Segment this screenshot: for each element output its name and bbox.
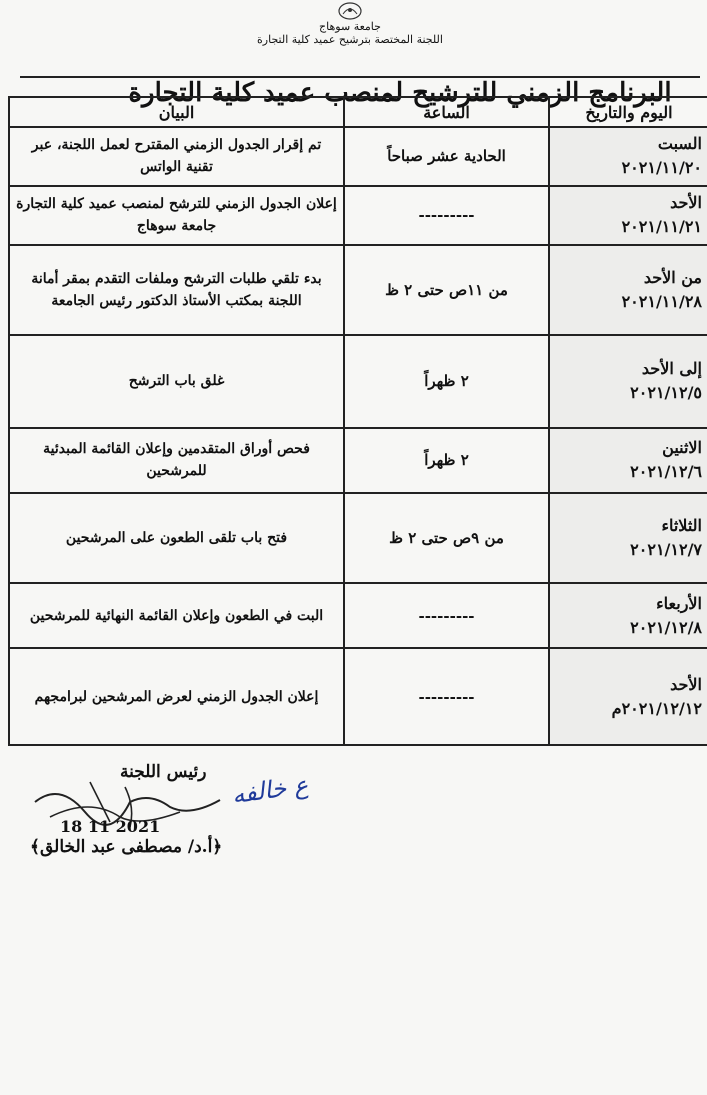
cell-day-date [549, 186, 707, 245]
letterhead-university: جامعة سوهاج [319, 20, 381, 33]
cell-time: من ٩ص حتى ٢ ظ [344, 493, 549, 583]
signature-name: ﴿أ.د/ مصطفى عبد الخالق﴾ [30, 837, 223, 857]
cell-time: --------- [344, 648, 549, 745]
cell-time: ٢ ظهراً [344, 335, 549, 427]
table-row [9, 186, 707, 245]
schedule-table [8, 96, 707, 746]
signature-title: رئيس اللجنة [120, 762, 207, 782]
cell-description: تم إقرار الجدول الزمني المقترح لعمل اللجنة، عبر تقنية الواتس [9, 127, 344, 186]
day-name: من الأحد [643, 267, 702, 287]
table-row [9, 127, 707, 186]
day-date: ٢٠٢١/١٢/٨ [630, 617, 702, 637]
letterhead [200, 2, 500, 46]
table-header-row [9, 97, 707, 127]
cell-day-date [549, 493, 707, 583]
cell-description: إعلان الجدول الزمني لعرض المرشحين لبرامجهم [9, 648, 344, 745]
cell-day-date [549, 428, 707, 493]
signature-date: 18 11 2021 [60, 817, 161, 836]
day-name: الثلاثاء [661, 515, 702, 535]
document-title: البرنامج الزمني للترشيح لمنصب عميد كلية التجارة [128, 78, 672, 108]
handwritten-note-text: ع خالفه [230, 770, 310, 810]
cell-description: البت في الطعون وإعلان القائمة النهائية للمرشحين [9, 583, 344, 648]
cell-description: فتح باب تلقى الطعون على المرشحين [9, 493, 344, 583]
day-name: الأحد [670, 193, 702, 213]
cell-time: ٢ ظهراً [344, 428, 549, 493]
table-row [9, 335, 707, 427]
cell-day-date [549, 245, 707, 335]
day-name: إلى الأحد [641, 359, 702, 379]
cell-time: من ١١ص حتى ٢ ظ [344, 245, 549, 335]
table-row [9, 428, 707, 493]
cell-time: --------- [344, 583, 549, 648]
table-row [9, 648, 707, 745]
cell-description: إعلان الجدول الزمني للترشح لمنصب عميد كلية التجارة جامعة سوهاج [9, 186, 344, 245]
cell-day-date [549, 583, 707, 648]
cell-description: فحص أوراق المتقدمين وإعلان القائمة المبدئية للمرشحين [9, 428, 344, 493]
university-logo-icon [337, 2, 363, 20]
table-row [9, 493, 707, 583]
table-row [9, 245, 707, 335]
day-name: الاثنين [662, 438, 702, 458]
day-name: السبت [657, 134, 702, 154]
header-description: البيان [9, 97, 344, 127]
day-name: الأربعاء [656, 593, 702, 613]
day-date: ٢٠٢١/١٢/١٢م [611, 698, 702, 718]
day-date: ٢٠٢١/١٢/٥ [630, 383, 702, 403]
day-name: الأحد [670, 674, 702, 694]
cell-day-date [549, 127, 707, 186]
header-time: الساعة [344, 97, 549, 127]
cell-day-date [549, 335, 707, 427]
letterhead-committee: اللجنة المختصة بترشيح عميد كلية التجارة [257, 33, 443, 46]
cell-time: الحادية عشر صباحاً [344, 127, 549, 186]
cell-day-date [549, 648, 707, 745]
cell-description: بدء تلقي طلبات الترشح وملفات التقدم بمقر أمانة اللجنة بمكتب الأستاذ الدكتور رئيس الجامعة [9, 245, 344, 335]
day-date: ٢٠٢١/١١/٢١ [621, 217, 702, 237]
day-date: ٢٠٢١/١١/٢٨ [621, 291, 702, 311]
day-date: ٢٠٢١/١٢/٧ [630, 539, 702, 559]
day-date: ٢٠٢١/١١/٢٠ [621, 158, 702, 178]
table-row [9, 583, 707, 648]
cell-time: --------- [344, 186, 549, 245]
header-day-date: اليوم والتاريخ [549, 97, 707, 127]
handwritten-note [210, 762, 330, 822]
day-date: ٢٠٢١/١٢/٦ [630, 462, 702, 482]
cell-description: غلق باب الترشح [9, 335, 344, 427]
